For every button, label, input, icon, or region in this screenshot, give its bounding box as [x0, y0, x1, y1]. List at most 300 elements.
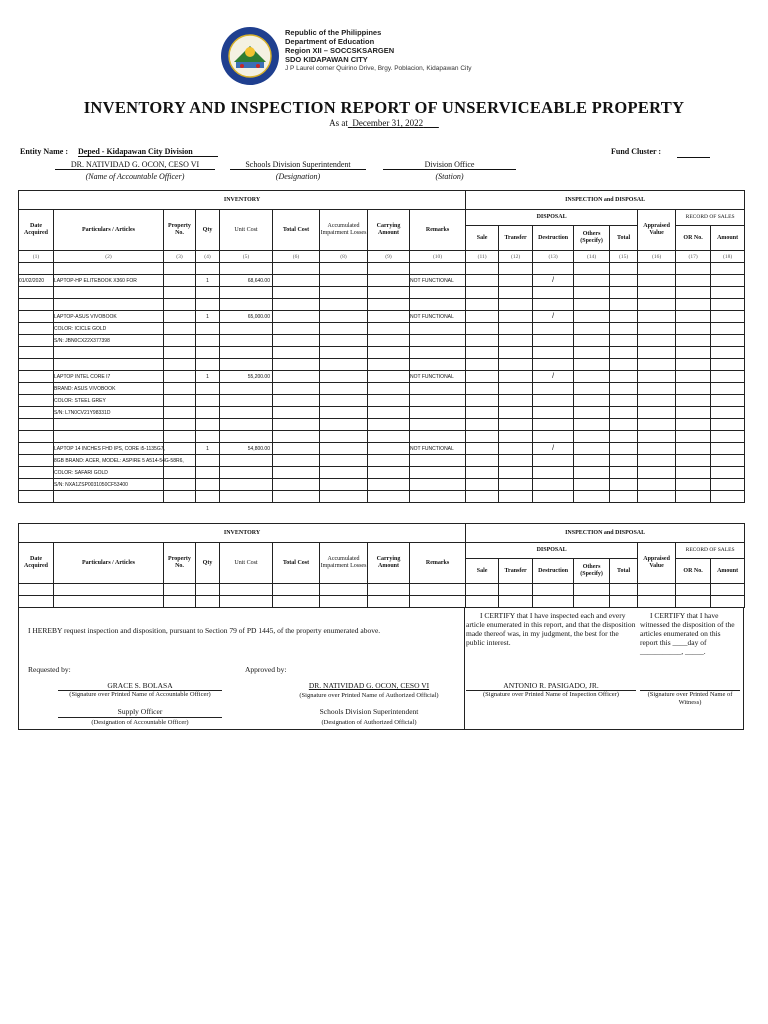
cell-remarks [410, 491, 466, 503]
cell-accumulated [320, 479, 368, 491]
col-transfer-2: Transfer [499, 559, 533, 584]
cell-accumulated [320, 311, 368, 323]
cell-carrying [368, 299, 410, 311]
cell-qty [196, 431, 220, 443]
table-row [19, 299, 745, 311]
cell-transfer [499, 323, 533, 335]
cell-appraised [638, 275, 676, 287]
approver-designation: Schools Division Superintendent [319, 707, 419, 716]
cell-total [610, 443, 638, 455]
table-row [19, 287, 745, 299]
department-line: Department of Education [285, 37, 375, 46]
cell-particulars: LAPTOP-ASUS VIVOBOOK [54, 311, 164, 323]
column-number: (5) [220, 251, 273, 263]
cell-others [574, 335, 610, 347]
table-row [19, 347, 745, 359]
cell-qty [196, 335, 220, 347]
cell-sale [466, 263, 499, 275]
inspection-certification: I CERTIFY that I have inspected each and every article enumerated in this report, and that the disposition made thereof was, in my judgment, the best for the public interest. [466, 611, 636, 647]
requester-desig-caption: (Designation of Accountable Officer) [91, 719, 189, 726]
cell-appraised [638, 311, 676, 323]
cell-qty [196, 323, 220, 335]
cell-carrying [368, 311, 410, 323]
cell-others [574, 491, 610, 503]
cell-amount [711, 479, 745, 491]
cell-or-no [676, 371, 711, 383]
record-of-sales-header-2: RECORD OF SALES [676, 543, 745, 559]
inventory-table [18, 190, 745, 503]
table-row [19, 323, 745, 335]
cell-accumulated [320, 467, 368, 479]
cell-qty [196, 287, 220, 299]
cell-or-no [676, 491, 711, 503]
cell-property-no [164, 311, 196, 323]
cell-qty: 1 [196, 311, 220, 323]
cell-sale [466, 347, 499, 359]
cell-remarks [410, 455, 466, 467]
cell-sale [466, 311, 499, 323]
column-number: (6) [273, 251, 320, 263]
cell-total-cost [273, 323, 320, 335]
cell-carrying [368, 455, 410, 467]
cell-others [574, 467, 610, 479]
cell-amount [711, 407, 745, 419]
cell-unit-cost: 55,200.00 [220, 371, 273, 383]
requester-name: GRACE S. BOLASA [107, 681, 173, 690]
cell-particulars: LAPTOP 14 INCHES FHD IPS, CORE i5-1135G7, [54, 443, 164, 455]
cell-transfer [499, 335, 533, 347]
cell-carrying [368, 323, 410, 335]
cell-property-no [164, 491, 196, 503]
cell-date-acquired [19, 455, 54, 467]
col-unit-cost: Unit Cost [220, 210, 273, 251]
cell-unit-cost [220, 347, 273, 359]
cell-total [610, 407, 638, 419]
cell-appraised [638, 287, 676, 299]
cell-total-cost [273, 347, 320, 359]
cell-unit-cost [220, 299, 273, 311]
cell-total [610, 479, 638, 491]
cell-qty [196, 347, 220, 359]
col-others: Others (Specify) [574, 226, 610, 251]
cell-transfer [499, 479, 533, 491]
cell-particulars: S/N: NXA1ZSP0031050CF53400 [54, 479, 164, 491]
cell-date-acquired: 01/02/2020 [19, 275, 54, 287]
col-property-no-2: Property No. [164, 543, 196, 584]
cell-destruction [533, 359, 574, 371]
cell-sale [466, 407, 499, 419]
cell-carrying [368, 275, 410, 287]
cell-accumulated [320, 275, 368, 287]
cell-unit-cost: 65,000.00 [220, 311, 273, 323]
cell-appraised [638, 383, 676, 395]
col-total-cost-2: Total Cost [273, 543, 320, 584]
cell-appraised [638, 359, 676, 371]
cell-qty: 1 [196, 443, 220, 455]
col-particulars: Particulars / Articles [54, 210, 164, 251]
cell-remarks: NOT FUNCTIONAL [410, 443, 466, 455]
cell-remarks: NOT FUNCTIONAL [410, 275, 466, 287]
cell-others [574, 455, 610, 467]
cell-particulars: COLOR: STEEL GREY [54, 395, 164, 407]
inventory-header-2: INVENTORY [19, 524, 466, 543]
table-row [19, 443, 745, 455]
inventory-body [19, 263, 745, 503]
cell-amount [711, 359, 745, 371]
cell-transfer [499, 299, 533, 311]
cell-total [610, 311, 638, 323]
cell-destruction [533, 335, 574, 347]
col-sale: Sale [466, 226, 499, 251]
disposal-header-2: DISPOSAL [466, 543, 638, 559]
cell-destruction: / [533, 443, 574, 455]
col-amount: Amount [711, 226, 745, 251]
cell-sale [466, 455, 499, 467]
cell-amount [711, 335, 745, 347]
station-caption: (Station) [435, 172, 464, 181]
cell-destruction [533, 431, 574, 443]
col-remarks-2: Remarks [410, 543, 466, 584]
approver-desig-caption: (Designation of Authorized Official) [321, 719, 417, 726]
column-number: (8) [320, 251, 368, 263]
cell-property-no [164, 431, 196, 443]
cell-amount [711, 371, 745, 383]
cell-sale [466, 359, 499, 371]
officer-designation: Schools Division Superintendent [230, 160, 366, 170]
col-appraised-2: Appraised Value [638, 543, 676, 584]
col-others-2: Others (Specify) [574, 559, 610, 584]
cell-property-no [164, 263, 196, 275]
column-number: (11) [466, 251, 499, 263]
cell-property-no [164, 275, 196, 287]
inventory-header: INVENTORY [19, 191, 466, 210]
officer-station: Division Office [383, 160, 516, 170]
cell-sale [466, 467, 499, 479]
col-date-acquired-2: Date Acquired [19, 543, 54, 584]
cell-transfer [499, 419, 533, 431]
column-number: (14) [574, 251, 610, 263]
cell-date-acquired [19, 347, 54, 359]
cell-carrying [368, 263, 410, 275]
cell-accumulated [320, 371, 368, 383]
cell-amount [711, 323, 745, 335]
col-total-cost: Total Cost [273, 210, 320, 251]
column-number: (13) [533, 251, 574, 263]
cell-property-no [164, 359, 196, 371]
cell-accumulated [320, 419, 368, 431]
cell-transfer [499, 347, 533, 359]
cell-unit-cost [220, 263, 273, 275]
cell-date-acquired [19, 431, 54, 443]
cell-property-no [164, 299, 196, 311]
cell-date-acquired [19, 479, 54, 491]
cell-or-no [676, 359, 711, 371]
cell-appraised [638, 467, 676, 479]
requester-designation: Supply Officer [117, 707, 163, 716]
cell-particulars: S/N: JBN0CX22X377398 [54, 335, 164, 347]
cell-total-cost [273, 275, 320, 287]
cell-qty [196, 491, 220, 503]
cell-or-no [676, 311, 711, 323]
cell-others [574, 323, 610, 335]
cell-transfer [499, 431, 533, 443]
cell-total-cost [273, 299, 320, 311]
cell-particulars: BRAND: ASUS VIVOBOOK [54, 383, 164, 395]
cell-total [610, 371, 638, 383]
cell-accumulated [320, 455, 368, 467]
cell-date-acquired [19, 419, 54, 431]
cell-carrying [368, 359, 410, 371]
cell-appraised [638, 263, 676, 275]
cell-sale [466, 479, 499, 491]
cell-particulars: LAPTOP INTEL CORE I7 [54, 371, 164, 383]
disposal-header: DISPOSAL [466, 210, 638, 226]
cell-qty [196, 263, 220, 275]
cell-carrying [368, 347, 410, 359]
col-accumulated: Accumulated Impairment Losses [320, 210, 368, 251]
cell-transfer [499, 263, 533, 275]
cell-appraised [638, 347, 676, 359]
col-qty: Qty [196, 210, 220, 251]
column-number: (9) [368, 251, 410, 263]
cell-total [610, 491, 638, 503]
witness-certification: I CERTIFY that I have witnessed the disposition of the articles enumerated on this report this ____day of ___________, _____. [640, 611, 735, 656]
cell-property-no [164, 383, 196, 395]
cell-remarks [410, 263, 466, 275]
column-number: (2) [54, 251, 164, 263]
cell-sale [466, 491, 499, 503]
cell-particulars: COLOR: ICICLE GOLD [54, 323, 164, 335]
cell-or-no [676, 275, 711, 287]
cell-accumulated [320, 383, 368, 395]
table-row [19, 263, 745, 275]
column-number: (16) [638, 251, 676, 263]
cell-total [610, 467, 638, 479]
cell-property-no [164, 371, 196, 383]
cell-total-cost [273, 419, 320, 431]
cell-others [574, 263, 610, 275]
cell-date-acquired [19, 299, 54, 311]
col-sale-2: Sale [466, 559, 499, 584]
col-unit-cost-2: Unit Cost [220, 543, 273, 584]
cell-destruction [533, 323, 574, 335]
cell-qty [196, 467, 220, 479]
cell-carrying [368, 335, 410, 347]
cell-total [610, 347, 638, 359]
cell-total [610, 299, 638, 311]
cell-particulars [54, 419, 164, 431]
cell-total-cost [273, 263, 320, 275]
table-row [19, 311, 745, 323]
cell-sale [466, 383, 499, 395]
cell-property-no [164, 407, 196, 419]
cell-amount [711, 275, 745, 287]
cell-particulars [54, 491, 164, 503]
entity-label: Entity Name : [20, 147, 68, 156]
requested-by-label: Requested by: [28, 665, 71, 674]
cell-transfer [499, 407, 533, 419]
col-amount-2: Amount [711, 559, 745, 584]
cell-transfer [499, 371, 533, 383]
cell-transfer [499, 275, 533, 287]
cell-transfer [499, 359, 533, 371]
cell-total-cost [273, 455, 320, 467]
cell-sale [466, 335, 499, 347]
cell-or-no [676, 407, 711, 419]
cell-accumulated [320, 299, 368, 311]
cell-particulars [54, 299, 164, 311]
cell-property-no [164, 323, 196, 335]
cell-or-no [676, 323, 711, 335]
cell-destruction [533, 491, 574, 503]
cell-transfer [499, 443, 533, 455]
cell-destruction [533, 455, 574, 467]
cell-or-no [676, 263, 711, 275]
col-carrying: Carrying Amount [368, 210, 410, 251]
cell-remarks [410, 383, 466, 395]
cell-total-cost [273, 335, 320, 347]
cell-total [610, 455, 638, 467]
cell-sale [466, 287, 499, 299]
as-at-value: December 31, 2022 [352, 118, 424, 128]
inspection-header-2: INSPECTION and DISPOSAL [466, 524, 745, 543]
cell-accumulated [320, 359, 368, 371]
cell-remarks [410, 287, 466, 299]
cell-carrying [368, 383, 410, 395]
sdo-line: SDO KIDAPAWAN CITY [285, 55, 368, 64]
cell-total [610, 335, 638, 347]
cell-total-cost [273, 311, 320, 323]
cell-others [574, 383, 610, 395]
as-at-line [0, 118, 768, 128]
cell-total-cost [273, 491, 320, 503]
col-qty-2: Qty [196, 543, 220, 584]
cell-others [574, 371, 610, 383]
as-at-label: As at [329, 118, 348, 128]
cell-appraised [638, 299, 676, 311]
cell-transfer [499, 467, 533, 479]
cell-date-acquired [19, 467, 54, 479]
cell-appraised [638, 395, 676, 407]
cell-accumulated [320, 287, 368, 299]
cell-amount [711, 491, 745, 503]
entity-value: Deped - Kidapawan City Division [78, 147, 218, 157]
cell-transfer [499, 455, 533, 467]
cell-date-acquired [19, 491, 54, 503]
cell-transfer [499, 287, 533, 299]
cell-qty [196, 407, 220, 419]
cell-destruction: / [533, 275, 574, 287]
inspector-caption: (Signature over Printed Name of Inspection Officer) [483, 691, 619, 698]
column-number: (1) [19, 251, 54, 263]
cell-amount [711, 419, 745, 431]
cell-date-acquired [19, 407, 54, 419]
cell-or-no [676, 347, 711, 359]
cell-carrying [368, 287, 410, 299]
cell-or-no [676, 395, 711, 407]
cell-destruction: / [533, 311, 574, 323]
cell-appraised [638, 455, 676, 467]
cell-sale [466, 323, 499, 335]
cell-property-no [164, 479, 196, 491]
cell-date-acquired [19, 335, 54, 347]
cell-remarks [410, 395, 466, 407]
cell-others [574, 287, 610, 299]
cell-carrying [368, 395, 410, 407]
col-date-acquired: Date Acquired [19, 210, 54, 251]
col-appraised: Appraised Value [638, 210, 676, 251]
cell-sale [466, 371, 499, 383]
region-line: Region XII – SOCCSKSARGEN [285, 46, 395, 55]
fund-cluster-label: Fund Cluster : [611, 147, 662, 156]
column-number: (12) [499, 251, 533, 263]
record-of-sales-header: RECORD OF SALES [676, 210, 745, 226]
cell-or-no [676, 287, 711, 299]
cell-or-no [676, 443, 711, 455]
cell-or-no [676, 467, 711, 479]
cell-unit-cost [220, 431, 273, 443]
officer-name-caption: (Name of Accountable Officer) [85, 172, 185, 181]
letterhead [285, 28, 472, 73]
cell-or-no [676, 455, 711, 467]
cell-amount [711, 311, 745, 323]
cell-remarks: NOT FUNCTIONAL [410, 371, 466, 383]
cell-unit-cost [220, 383, 273, 395]
table-row [19, 395, 745, 407]
cell-remarks [410, 299, 466, 311]
cell-amount [711, 467, 745, 479]
cell-sale [466, 443, 499, 455]
column-number: (10) [410, 251, 466, 263]
cell-total [610, 323, 638, 335]
cell-unit-cost [220, 323, 273, 335]
cell-unit-cost: 54,800.00 [220, 443, 273, 455]
table-row [19, 371, 745, 383]
hereby-request-text: I HEREBY request inspection and disposition, pursuant to Section 79 of PD 1445, of the property enumerated above. [28, 626, 381, 635]
designation-caption: (Designation) [275, 172, 321, 181]
cell-date-acquired [19, 371, 54, 383]
cell-property-no [164, 335, 196, 347]
cell-carrying [368, 419, 410, 431]
cell-particulars: LAPTOP-HP ELITEBOOK X360 FOR [54, 275, 164, 287]
inspection-header: INSPECTION and DISPOSAL [466, 191, 745, 210]
cell-total-cost [273, 371, 320, 383]
address-line: J P Laurel corner Quirino Drive, Brgy. Poblacion, Kidapawan City [285, 65, 472, 72]
cell-qty [196, 419, 220, 431]
cell-qty [196, 383, 220, 395]
cell-others [574, 419, 610, 431]
cell-others [574, 311, 610, 323]
cell-others [574, 359, 610, 371]
cell-others [574, 395, 610, 407]
cell-total-cost [273, 383, 320, 395]
cell-particulars [54, 359, 164, 371]
cell-sale [466, 275, 499, 287]
cell-others [574, 407, 610, 419]
table-row [19, 455, 745, 467]
cell-transfer [499, 395, 533, 407]
cell-transfer [499, 311, 533, 323]
cell-appraised [638, 323, 676, 335]
table-row [19, 275, 745, 287]
cell-property-no [164, 467, 196, 479]
cell-total [610, 395, 638, 407]
cell-total-cost [273, 359, 320, 371]
cell-accumulated [320, 323, 368, 335]
column-number-row [19, 251, 745, 263]
cell-carrying [368, 467, 410, 479]
cell-particulars: COLOR: SAFARI GOLD [54, 467, 164, 479]
